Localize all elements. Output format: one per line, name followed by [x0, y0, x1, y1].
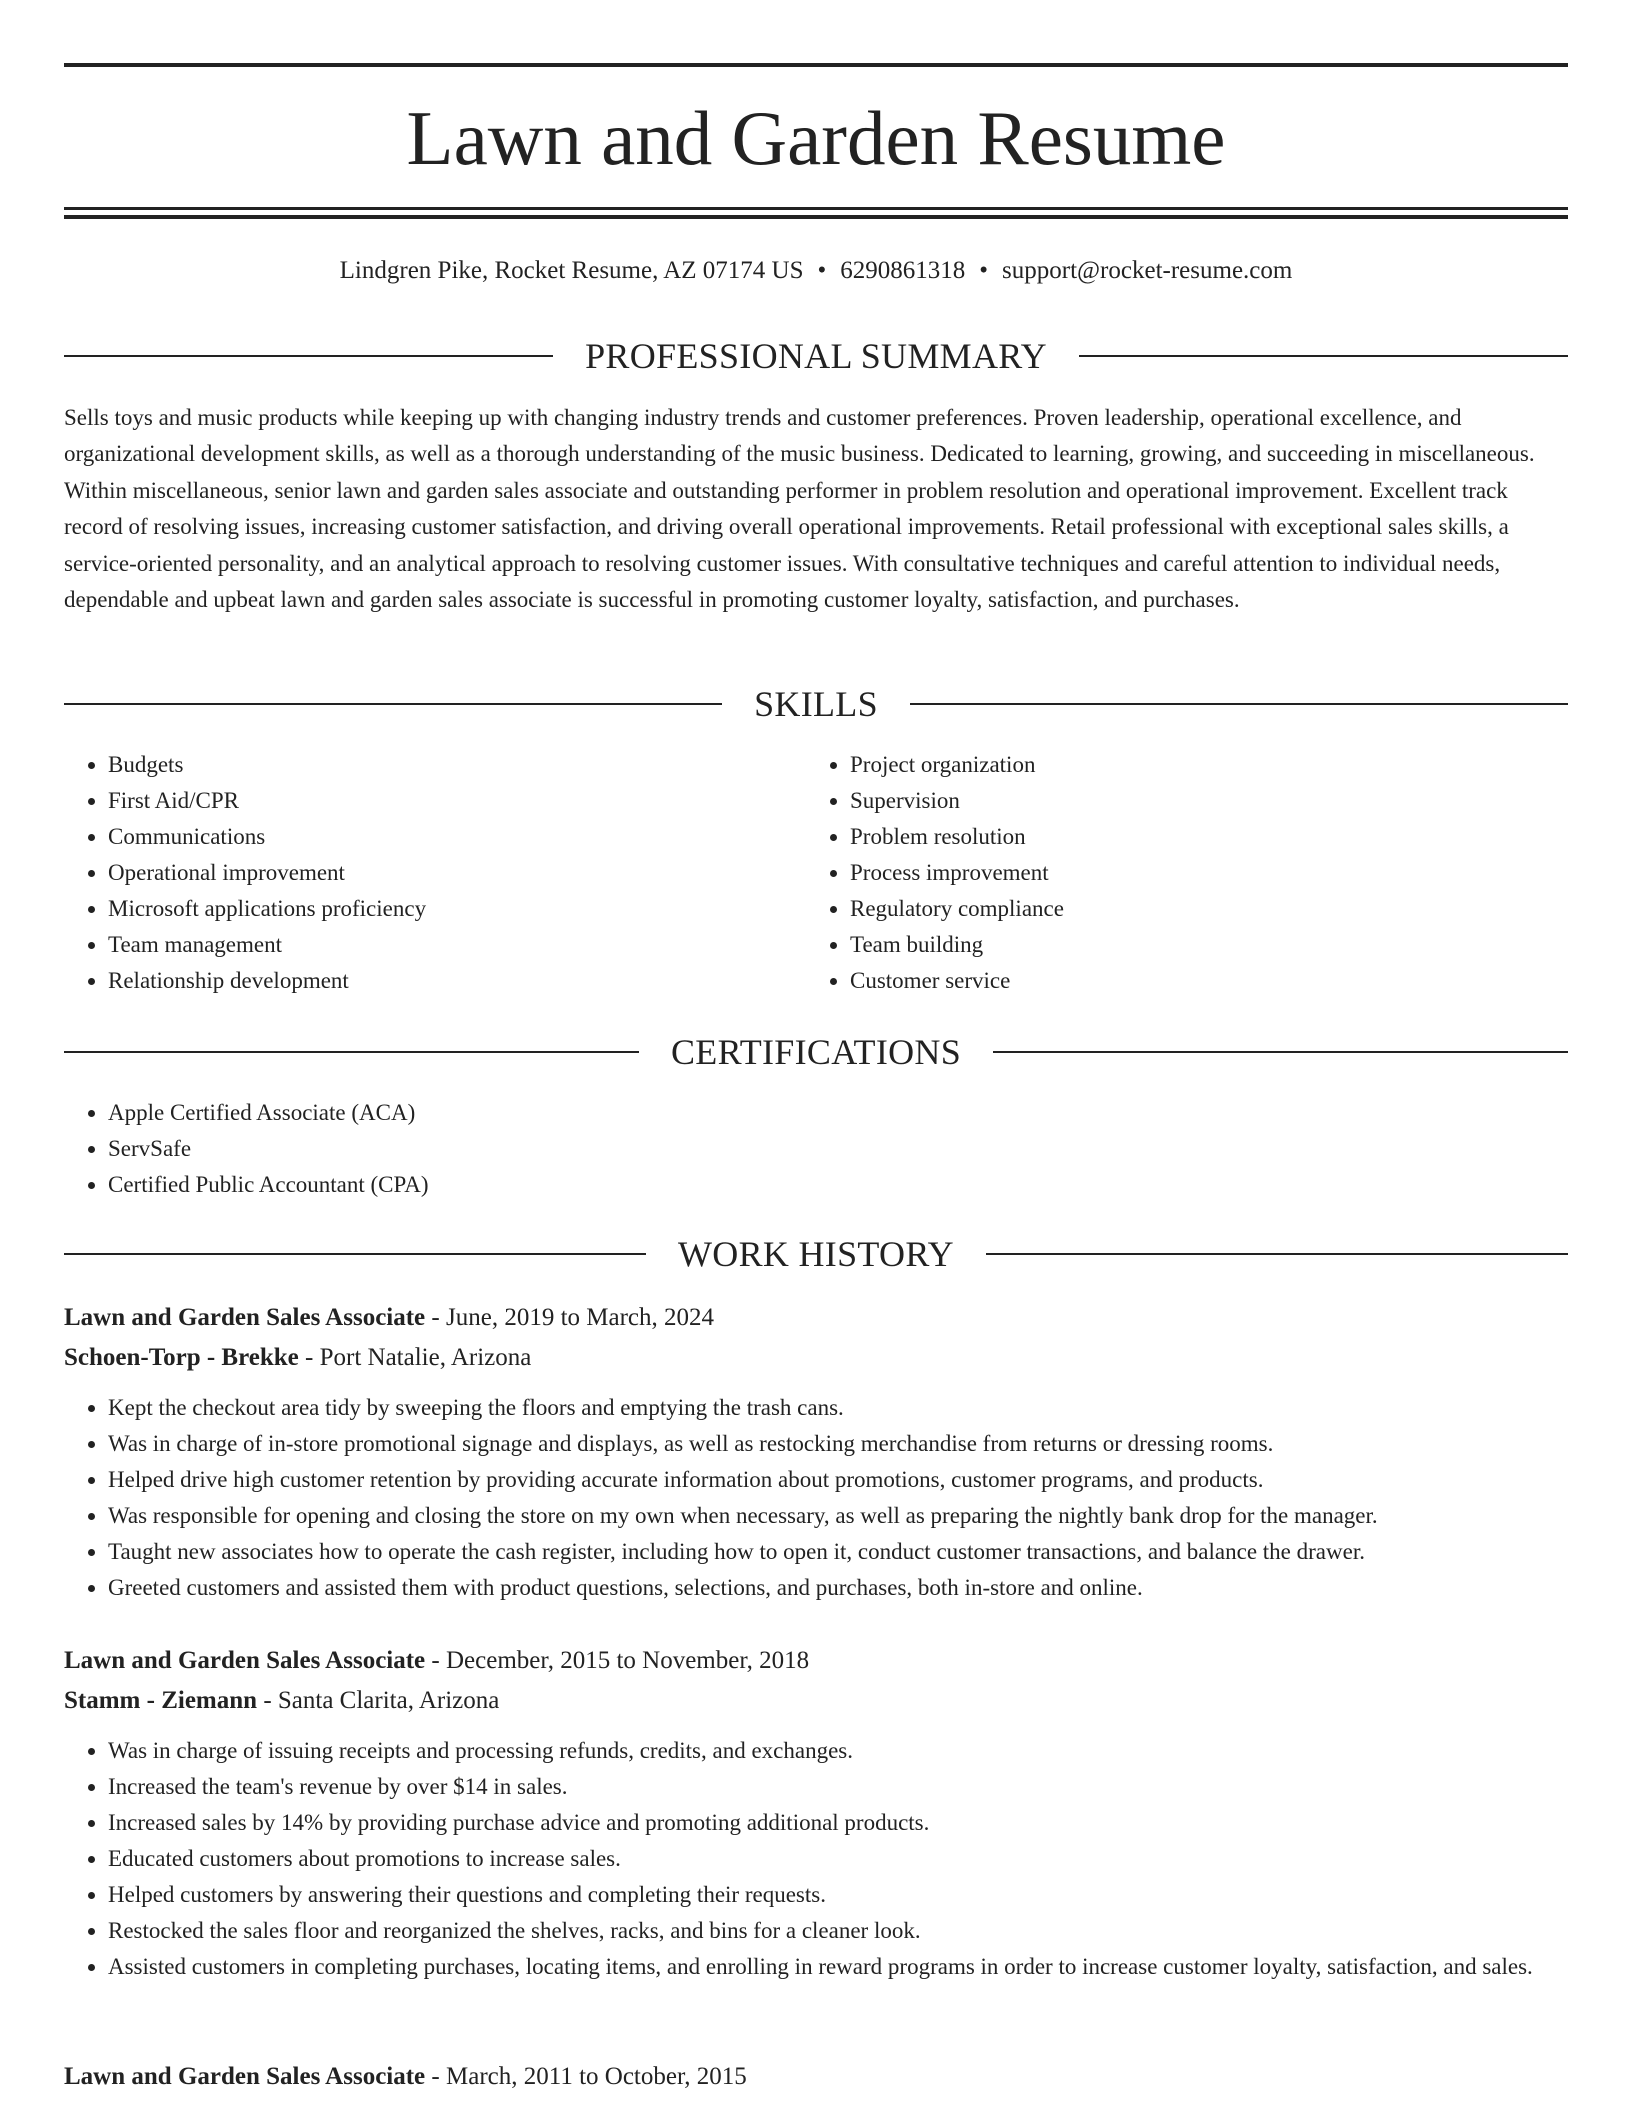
skill-item: • Relationship development: [108, 963, 804, 999]
job-bullet: • Was in charge of issuing receipts and processing refunds, credits, and exchanges.: [108, 1733, 1568, 1769]
section-rule-right: [910, 703, 1568, 705]
job-bullet: • Kept the checkout area tidy by sweeping the floors and emptying the trash cans.: [108, 1390, 1568, 1426]
skill-item: • Budgets: [108, 747, 804, 783]
contact-line: [64, 254, 1568, 288]
title-rule-lower: [64, 215, 1568, 219]
summary-text: Sells toys and music products while keeping up with changing industry trends and customer preferences. Proven leadership, operational excellence, and organizational development skills, as well as a thorough understanding of the music business. Dedicated to learning, growing, and succeeding in miscellaneous. Within miscellaneous, senior lawn and garden sales associate and outstanding performer in problem resolution and operational improvement. Excellent track record of resolving issues, increasing customer satisfaction, and driving overall operational improvements. Retail professional with exceptional sales skills, a service-oriented personality, and an analytical approach to resolving customer issues. With consultative techniques and careful attention to individual needs, dependable and upbeat lawn and garden sales associate is successful in promoting customer loyalty, satisfaction, and purchases.: [64, 405, 1535, 613]
job-company-line: Schoen-Torp - Brekke - Port Natalie, Arizona: [64, 1344, 532, 1371]
job-entry: [64, 2057, 1568, 2097]
contact-separator: •: [817, 257, 827, 284]
skills-section-header: [64, 684, 1568, 724]
contact-separator: •: [979, 257, 989, 284]
job-bullet: • Restocked the sales floor and reorganized the shelves, racks, and bins for a cleaner look.: [108, 1913, 1568, 1949]
title-rule-upper: [64, 207, 1568, 210]
job-company-line: Stamm - Ziemann - Santa Clarita, Arizona: [64, 1687, 500, 1714]
skills-column-right: [806, 747, 1566, 999]
skill-item: • Team management: [108, 927, 804, 963]
section-rule-right: [1079, 355, 1568, 357]
skill-item: • Regulatory compliance: [850, 891, 1566, 927]
skill-item: • Supervision: [850, 783, 1566, 819]
top-rule: [64, 63, 1568, 67]
job-bullet: • Increased the team's revenue by over $14 in sales.: [108, 1769, 1568, 1805]
job-dates: June, 2019 to March, 2024: [446, 1304, 715, 1331]
job-location: Santa Clarita, Arizona: [277, 1687, 500, 1714]
certification-item: • Certified Public Accountant (CPA): [108, 1167, 1564, 1203]
job-dates: March, 2011 to October, 2015: [446, 2063, 747, 2090]
section-rule-right: [986, 1253, 1568, 1255]
job-title: Lawn and Garden Sales Associate: [64, 1304, 426, 1331]
skills-column-left: [64, 747, 804, 999]
certifications-section-header: [64, 1032, 1568, 1072]
job-bullet: • Educated customers about promotions to increase sales.: [108, 1841, 1568, 1877]
job-entry: [64, 1641, 1568, 1985]
skills-heading: SKILLS: [754, 684, 878, 724]
job-bullet: • Assisted customers in completing purchases, locating items, and enrolling in reward programs in order to increase customer loyalty, satisfaction, and sales.: [108, 1949, 1568, 1985]
job-bullet: • Increased sales by 14% by providing purchase advice and promoting additional products.: [108, 1805, 1568, 1841]
skill-item: • Problem resolution: [850, 819, 1566, 855]
contact-address: Lindgren Pike, Rocket Resume, AZ 07174 US: [339, 257, 804, 284]
section-rule-right: [993, 1051, 1568, 1053]
summary-heading: PROFESSIONAL SUMMARY: [585, 336, 1047, 376]
skill-item: • Team building: [850, 927, 1566, 963]
job-bullet: • Was in charge of in-store promotional signage and displays, as well as restocking merchandise from returns or dressing rooms.: [108, 1426, 1568, 1462]
section-rule-left: [64, 1253, 646, 1255]
certification-item: • Apple Certified Associate (ACA): [108, 1095, 1564, 1131]
section-rule-left: [64, 355, 553, 357]
skill-item: • Microsoft applications proficiency: [108, 891, 804, 927]
job-title-line: Lawn and Garden Sales Associate - June, 2019 to March, 2024: [64, 1304, 715, 1331]
section-rule-left: [64, 703, 722, 705]
job-title: Lawn and Garden Sales Associate: [64, 2063, 426, 2090]
job-bullet: • Taught new associates how to operate the cash register, including how to open it, conduct customer transactions, and balance the drawer.: [108, 1534, 1568, 1570]
job-bullet: • Greeted customers and assisted them with product questions, selections, and purchases, both in-store and online.: [108, 1570, 1568, 1606]
job-bullet: • Helped drive high customer retention by providing accurate information about promotions, customer programs, and products.: [108, 1462, 1568, 1498]
job-entry: [64, 1298, 1568, 1606]
certification-item: • ServSafe: [108, 1131, 1564, 1167]
job-title-line: Lawn and Garden Sales Associate - March, 2011 to October, 2015: [64, 2063, 747, 2090]
skill-item: • Communications: [108, 819, 804, 855]
job-dates: December, 2015 to November, 2018: [446, 1647, 810, 1674]
work-history-heading: WORK HISTORY: [678, 1234, 954, 1274]
job-bullets: [64, 1733, 1568, 1985]
skill-item: • Customer service: [850, 963, 1566, 999]
skill-item: • Project organization: [850, 747, 1566, 783]
skill-item: • Process improvement: [850, 855, 1566, 891]
job-bullets: [64, 1390, 1568, 1606]
skill-item: • Operational improvement: [108, 855, 804, 891]
job-bullet: • Was responsible for opening and closing the store on my own when necessary, as well as preparing the nightly bank drop for the manager.: [108, 1498, 1568, 1534]
skill-item: • First Aid/CPR: [108, 783, 804, 819]
job-bullet: • Helped customers by answering their questions and completing their requests.: [108, 1877, 1568, 1913]
resume-title: Lawn and Garden Resume: [406, 95, 1226, 181]
contact-email: support@rocket-resume.com: [1002, 257, 1293, 284]
job-company: Stamm - Ziemann: [64, 1687, 258, 1714]
work-history-section-header: [64, 1234, 1568, 1274]
contact-phone: 6290861318: [840, 257, 966, 284]
certifications-heading: CERTIFICATIONS: [670, 1032, 962, 1072]
job-location: Port Natalie, Arizona: [319, 1344, 532, 1371]
section-rule-left: [64, 1051, 639, 1053]
job-title: Lawn and Garden Sales Associate: [64, 1647, 426, 1674]
certifications-list: [64, 1095, 1564, 1203]
job-company: Schoen-Torp - Brekke: [64, 1344, 299, 1371]
job-title-line: Lawn and Garden Sales Associate - December, 2015 to November, 2018: [64, 1647, 810, 1674]
summary-section-header: [64, 336, 1568, 376]
